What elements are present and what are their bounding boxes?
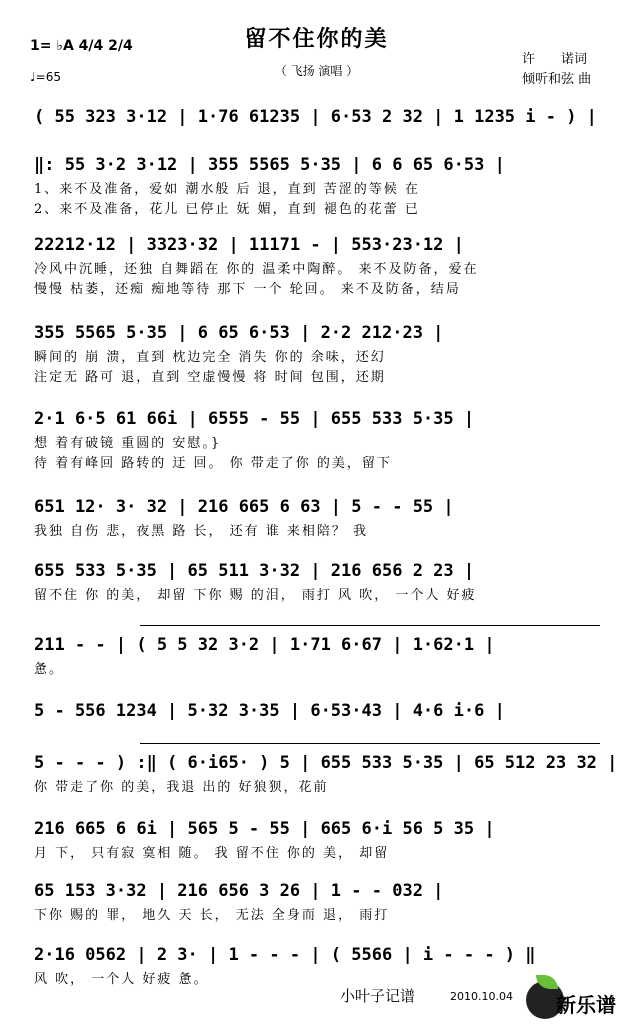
lyrics-row-4-verse-1: 瞬间的 崩 溃，直到 枕边完全 消失 你的 余味，还幻	[34, 350, 386, 365]
notes-row-7: 655 533 5·35 | 65 511 3·32 | 216 656 2 23 |	[34, 561, 475, 581]
lyrics-row-13: 风 吹， 一个人 好疲 惫。	[34, 972, 209, 987]
key-signature: 1= ♭A 4/4 2/4	[30, 38, 133, 54]
logo-text: 新乐谱	[556, 993, 616, 1017]
lyrics-row-2-verse-2: 2、来不及准备，花儿 已停止 妩 媚，直到 褪色的花蕾 已	[34, 202, 420, 217]
notes-row-1: ( 55 323 3·12 | 1·76 61235 | 6·53 2 32 | 1 1235 i - ) |	[34, 107, 597, 127]
notes-row-6: 651 12· 3· 32 | 216 665 6 63 | 5 - - 55 |	[34, 497, 454, 517]
transcriber-signature: 小叶子记谱	[340, 987, 416, 1005]
lyrics-row-5-verse-1: 想 着有破镜 重圆的 安慰。}	[34, 436, 222, 451]
lyrics-row-5-verse-2: 待 着有峰回 路转的 迂 回。 你 带走了你 的美，留下	[34, 456, 392, 471]
notes-row-3: 22212·12 | 3323·32 | 11171 - | 553·23·12 |	[34, 235, 464, 255]
lyrics-row-2-verse-1: 1、来不及准备，爱如 潮水般 后 退，直到 苦涩的等候 在	[34, 182, 420, 197]
lyrics-row-6: 我独 自伤 悲，夜黑 路 长， 还有 谁 来相陪？ 我	[34, 524, 369, 539]
volta-bracket-1	[140, 625, 600, 626]
volta-bracket-2	[140, 743, 600, 744]
notes-row-8: 211 - - | ( 5 5 32 3·2 | 1·71 6·67 | 1·62·1 |	[34, 635, 495, 655]
notes-row-9: 5 - 556 1234 | 5·32 3·35 | 6·53·43 | 4·6 i·6 |	[34, 701, 505, 721]
page-title: 留不住你的美	[244, 27, 389, 52]
lyrics-row-7: 留不住 你 的美， 却留 下你 赐 的泪， 雨打 风 吹， 一个人 好疲	[34, 588, 477, 603]
notes-row-4: 355 5565 5·35 | 6 65 6·53 | 2·2 212·23 |	[34, 323, 444, 343]
lyrics-row-11: 月 下， 只有寂 寞相 随。 我 留不住 你的 美， 却留	[34, 846, 390, 861]
site-logo	[522, 975, 627, 1025]
lyrics-row-8: 惫。	[34, 662, 65, 677]
notes-row-13: 2·16 0562 | 2 3· | 1 - - - | ( 5566 | i - - - ) ‖	[34, 945, 536, 965]
tempo-mark: ♩=65	[30, 70, 61, 84]
notes-row-11: 216 665 6 6i | 565 5 - 55 | 665 6·i 56 5 35 |	[34, 819, 495, 839]
lyrics-row-10: 你 带走了你 的美，我退 出的 好狼狈，花前	[34, 780, 329, 795]
notes-row-2: ‖: 55 3·2 3·12 | 355 5565 5·35 | 6 6 65 6·53 |	[34, 155, 505, 175]
lyrics-row-3-verse-2: 慢慢 枯萎，还痴 痴地等待 那下 一个 轮回。 来不及防备，结局	[34, 282, 461, 297]
notes-row-12: 65 153 3·32 | 216 656 3 26 | 1 - - 032 |	[34, 881, 444, 901]
composer-credit: 倾听和弦 曲	[522, 72, 592, 87]
notes-row-5: 2·1 6·5 61 66i | 6555 - 55 | 655 533 5·35 |	[34, 409, 475, 429]
transcription-date: 2010.10.04	[450, 990, 513, 1003]
singer-line: （ 飞扬 演唱 ）	[274, 64, 359, 78]
lyricist-credit: 许 诺词	[522, 52, 588, 67]
lyrics-row-12: 下你 赐的 罪， 地久 天 长， 无法 全身而 退， 雨打	[34, 908, 390, 923]
notes-row-10: 5 - - - ) :‖ ( 6·i65· ) 5 | 655 533 5·35 | 65 512 23 32 |	[34, 753, 618, 773]
lyrics-row-3-verse-1: 冷风中沉睡，还独 自舞蹈在 你的 温柔中陶醉。 来不及防备，爱在	[34, 262, 479, 277]
lyrics-row-4-verse-2: 注定无 路可 退，直到 空虚慢慢 将 时间 包围，还期	[34, 370, 386, 385]
